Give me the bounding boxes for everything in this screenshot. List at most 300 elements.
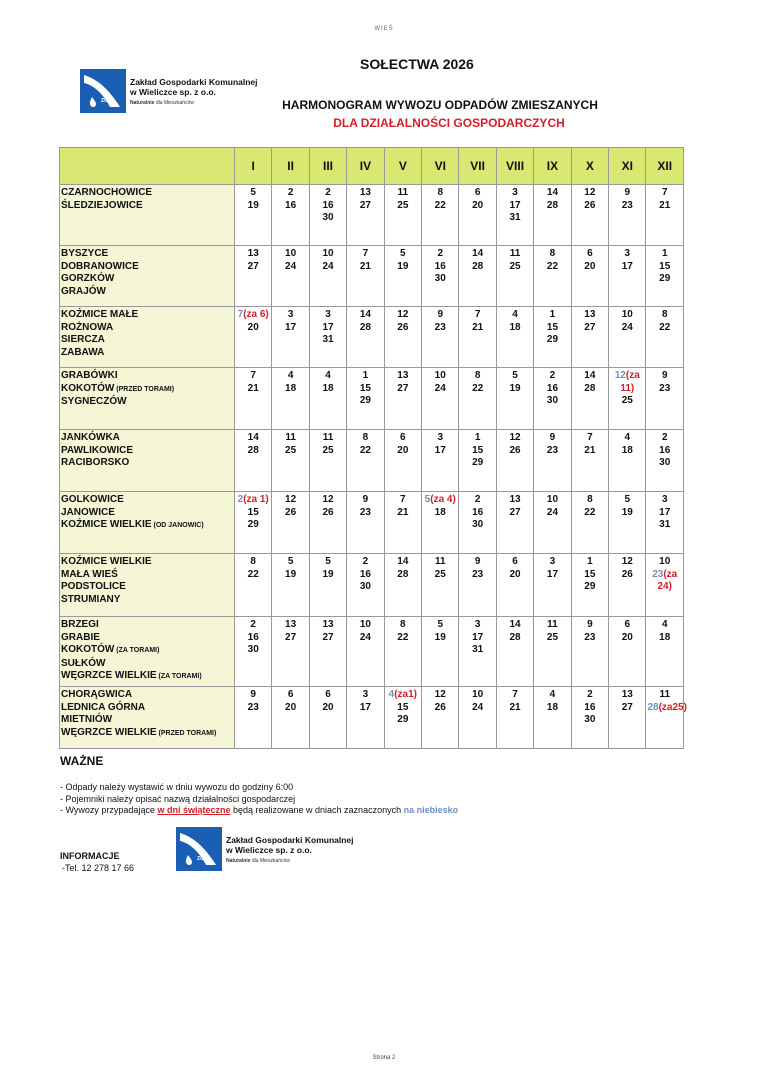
date-value: 29 (584, 581, 596, 593)
pickup-date (311, 556, 345, 569)
date-value: 16 (472, 506, 484, 518)
pickup-date (498, 309, 532, 322)
pickup-date (498, 569, 532, 582)
location-label: ROŻNOWA (61, 321, 114, 333)
date-value: 16 (322, 199, 334, 211)
subtitle-1: HARMONOGRAM WYWOZU ODPADÓW ZMIESZANYCH (282, 98, 598, 112)
date-cell (384, 185, 421, 246)
pickup-date (236, 644, 270, 657)
date-cell (534, 686, 571, 748)
date-value: 27 (285, 631, 297, 643)
pickup-date (423, 187, 457, 200)
holiday-date: 7 (237, 309, 244, 320)
pickup-date (498, 507, 532, 520)
date-value: 26 (322, 506, 334, 518)
pickup-date (647, 432, 682, 445)
date-cell (609, 246, 646, 307)
date-cell (309, 246, 346, 307)
date-value: 1 (661, 248, 668, 259)
pickup-date (348, 370, 382, 383)
logo-line-1: Zakład Gospodarki Komunalnej (130, 77, 258, 87)
pickup-date (647, 445, 682, 458)
pickup-date (573, 370, 607, 383)
pickup-date (423, 445, 457, 458)
date-value: 16 (247, 631, 259, 643)
date-cell (309, 185, 346, 246)
date-value: 26 (434, 701, 446, 713)
table-row (60, 686, 684, 748)
date-value: 15 (397, 701, 409, 713)
date-cell (235, 430, 272, 492)
pickup-date (348, 261, 382, 274)
date-value: 7 (400, 494, 406, 505)
location-label: KOŹMICE WIELKIE (61, 519, 152, 531)
date-cell (347, 368, 384, 430)
location-label: BYSZYCE (61, 248, 109, 259)
page-number: Strona 2 (372, 1055, 396, 1061)
date-value: 29 (659, 273, 671, 285)
pickup-date (311, 200, 345, 213)
pickup-date (498, 702, 532, 715)
date-value: 28 (247, 444, 259, 456)
pickup-date (273, 383, 307, 396)
pickup-date (610, 494, 644, 507)
month-header: I (235, 148, 272, 185)
pickup-date (535, 702, 569, 715)
pickup-date (460, 556, 494, 569)
date-value: 6 (474, 187, 481, 198)
date-value: 11 (322, 432, 334, 443)
pickup-date (273, 322, 307, 335)
date-value: 5 (250, 187, 256, 198)
date-value: 3 (624, 248, 631, 259)
date-value: 24 (621, 321, 633, 333)
date-value: 26 (285, 506, 297, 518)
date-cell (609, 185, 646, 246)
location-name (61, 581, 233, 594)
date-value: 2 (287, 187, 294, 198)
date-value: 9 (661, 370, 668, 381)
locations-cell (60, 368, 235, 430)
pickup-date (311, 702, 345, 715)
date-value: 7 (362, 248, 369, 259)
pickup-date (460, 507, 494, 520)
date-value: 28 (509, 631, 521, 643)
pickup-date (498, 445, 532, 458)
pickup-date (311, 619, 345, 632)
location-name (61, 644, 233, 658)
holiday-shift: (za25) (658, 701, 687, 713)
location-label: SUŁKÓW (61, 657, 106, 669)
pickup-date (386, 632, 420, 645)
date-value: 10 (546, 494, 559, 505)
month-header: VIII (496, 148, 533, 185)
pickup-date (273, 445, 307, 458)
location-name (61, 261, 233, 274)
pickup-date (535, 200, 569, 213)
date-value: 23 (584, 631, 596, 643)
pickup-date (348, 494, 382, 507)
date-cell (347, 686, 384, 748)
date-value: 29 (397, 714, 409, 726)
date-cell (646, 492, 684, 554)
date-value: 17 (659, 506, 671, 518)
date-value: 6 (512, 556, 518, 567)
date-cell (422, 368, 459, 430)
date-value: 3 (549, 556, 556, 567)
pickup-date (348, 702, 382, 715)
top-label: WIEŚ (374, 26, 394, 32)
date-value: 16 (546, 382, 559, 394)
date-cell (272, 307, 309, 368)
pickup-date (647, 556, 682, 569)
holiday-shift: (za 24) (657, 568, 678, 593)
pickup-date (311, 370, 345, 383)
pickup-date (535, 383, 569, 396)
date-value: 20 (621, 631, 633, 643)
pickup-date (535, 248, 569, 261)
pickup-date (460, 261, 494, 274)
date-cell (459, 686, 496, 748)
date-value: 18 (285, 382, 297, 394)
location-name (61, 286, 233, 299)
date-value: 9 (587, 619, 593, 630)
table-row (60, 307, 684, 368)
date-cell (571, 368, 608, 430)
pickup-date (647, 494, 682, 507)
date-value: 28 (359, 321, 371, 333)
pickup-date (236, 370, 270, 383)
date-value: 11 (434, 556, 446, 567)
pickup-date (348, 507, 382, 520)
pickup-date (348, 569, 382, 582)
pickup-date (348, 619, 382, 632)
date-value: 5 (624, 494, 631, 505)
pickup-date (236, 383, 270, 396)
date-value: 5 (512, 370, 518, 381)
pickup-date (460, 309, 494, 322)
date-value: 29 (546, 334, 559, 346)
location-name (61, 309, 233, 322)
date-cell (609, 686, 646, 748)
locations-cell (60, 307, 235, 368)
pickup-date (535, 632, 569, 645)
date-value: 13 (285, 619, 297, 630)
date-value: 27 (584, 321, 596, 333)
location-note: (ZA TORAMI) (156, 673, 202, 681)
location-label: STRUMIANY (61, 593, 121, 605)
date-cell (272, 554, 309, 617)
page-title: SOŁECTWA 2026 (360, 56, 474, 72)
holiday-shift: (za 4) (430, 494, 456, 505)
table-row (60, 492, 684, 554)
locations-cell (60, 430, 235, 492)
pickup-date (236, 309, 270, 322)
date-cell (496, 307, 533, 368)
date-value: 15 (472, 444, 484, 456)
location-name (61, 702, 233, 715)
location-name (61, 187, 233, 200)
pickup-date (573, 187, 607, 200)
date-value: 27 (359, 199, 371, 211)
date-cell (384, 430, 421, 492)
pickup-date (423, 261, 457, 274)
pickup-date (386, 556, 420, 569)
location-name (61, 632, 233, 645)
date-value: 27 (247, 260, 259, 272)
pickup-date (647, 701, 687, 715)
date-value: 2 (549, 370, 556, 381)
date-value: 22 (359, 444, 371, 456)
locations-cell (60, 617, 235, 687)
pickup-date (348, 556, 382, 569)
date-cell (571, 554, 608, 617)
note-2: - Pojemniki należy opisać nazwą działalności gospodarczej (60, 793, 296, 804)
pickup-date (460, 702, 494, 715)
date-value: 3 (362, 688, 369, 700)
date-value: 26 (621, 568, 633, 580)
location-note: (ZA TORAMI) (114, 647, 160, 655)
pickup-date (423, 702, 457, 715)
date-value: 3 (287, 309, 294, 320)
date-value: 29 (359, 395, 371, 407)
location-name (61, 594, 233, 607)
date-cell (534, 430, 571, 492)
date-value: 14 (472, 248, 484, 259)
date-value: 4 (325, 370, 331, 381)
location-label: KOKOTÓW (61, 644, 115, 656)
locations-cell (60, 686, 235, 748)
pickup-date (236, 248, 270, 261)
date-value: 13 (247, 248, 259, 259)
locations-cell (60, 554, 235, 617)
pickup-date (386, 432, 420, 445)
date-value: 1 (587, 556, 593, 567)
date-value: 21 (472, 321, 484, 333)
note-3-a: - Wywozy przypadające (60, 805, 158, 815)
date-cell (272, 492, 309, 554)
date-value: 19 (621, 506, 633, 518)
date-value: 23 (546, 444, 559, 456)
pickup-date (460, 445, 494, 458)
location-note: (PRZED TORAMI) (114, 385, 175, 393)
pickup-date (386, 322, 420, 335)
pickup-date (348, 322, 382, 335)
date-cell (609, 368, 646, 430)
date-value: 16 (285, 199, 297, 211)
pickup-date (647, 619, 682, 632)
date-cell (496, 246, 533, 307)
pickup-date (535, 395, 569, 408)
date-cell (496, 617, 533, 687)
pickup-date (348, 383, 382, 396)
pickup-date (348, 689, 382, 702)
date-value: 14 (397, 556, 409, 567)
pickup-date (535, 689, 569, 702)
date-cell (309, 492, 346, 554)
pickup-date (647, 507, 682, 520)
pickup-date (610, 395, 644, 408)
date-value: 24 (359, 631, 371, 643)
pickup-date (460, 619, 494, 632)
date-value: 25 (434, 568, 446, 580)
pickup-date (423, 689, 457, 702)
table-row (60, 246, 684, 307)
date-value: 21 (359, 260, 371, 272)
date-value: 16 (584, 701, 596, 713)
pickup-date (311, 432, 345, 445)
location-label: GRABÓWKI (61, 370, 118, 381)
date-value: 23 (434, 321, 446, 333)
date-value: 10 (285, 248, 297, 259)
date-value: 19 (434, 631, 446, 643)
location-name (61, 200, 233, 213)
pickup-date (273, 309, 307, 322)
pickup-date (573, 702, 607, 715)
date-cell (422, 307, 459, 368)
pickup-date (647, 309, 682, 322)
date-cell (309, 617, 346, 687)
date-value: 3 (474, 619, 481, 630)
pickup-date (573, 581, 607, 594)
month-header: VII (459, 148, 496, 185)
date-value: 29 (247, 519, 259, 531)
pickup-date (348, 187, 382, 200)
pickup-date (610, 445, 644, 458)
pickup-date (311, 334, 345, 347)
pickup-date (386, 370, 420, 383)
date-value: 30 (359, 581, 371, 593)
pickup-date (236, 432, 270, 445)
pickup-date (273, 370, 307, 383)
pickup-date (236, 322, 270, 335)
holiday-shift: (za 1) (243, 494, 269, 505)
holiday-date: 12 (614, 370, 626, 381)
date-value: 24 (546, 506, 559, 518)
date-value: 30 (659, 457, 671, 469)
date-cell (534, 185, 571, 246)
pickup-date (573, 383, 607, 396)
pickup-date (386, 507, 420, 520)
pickup-date (610, 569, 644, 582)
logo-tag-bold: Naturalnie (226, 858, 251, 864)
date-value: 10 (472, 688, 484, 700)
pickup-date (236, 519, 270, 532)
date-cell (534, 368, 571, 430)
locations-cell (60, 185, 235, 246)
date-value: 10 (434, 370, 446, 381)
pickup-date (311, 569, 345, 582)
pickup-date (573, 569, 607, 582)
date-cell (646, 617, 684, 687)
important-notes (60, 782, 458, 817)
date-value: 7 (512, 688, 518, 700)
location-label: SYGNECZÓW (61, 396, 127, 408)
date-value: 30 (322, 212, 334, 224)
date-value: 19 (322, 568, 334, 580)
pickup-date (311, 212, 345, 225)
date-value: 20 (472, 199, 484, 211)
date-value: 30 (584, 714, 596, 726)
date-value: 25 (322, 444, 334, 456)
pickup-date (573, 632, 607, 645)
pickup-date (460, 370, 494, 383)
date-cell (646, 185, 684, 246)
date-value: 15 (359, 382, 371, 394)
date-value: 14 (247, 432, 259, 443)
date-value: 6 (400, 432, 406, 443)
month-header: V (384, 148, 421, 185)
pickup-date (498, 689, 532, 702)
date-cell (646, 307, 684, 368)
date-cell (609, 492, 646, 554)
location-label: WĘGRZCE WIELKIE (61, 670, 157, 682)
date-value: 7 (474, 309, 481, 320)
date-cell (272, 430, 309, 492)
pickup-date (498, 261, 532, 274)
location-name (61, 556, 233, 569)
date-cell (272, 368, 309, 430)
pickup-date (311, 187, 345, 200)
pickup-date (311, 261, 345, 274)
date-value: 26 (509, 444, 521, 456)
pickup-date (610, 702, 644, 715)
info-title: INFORMACJE (60, 851, 120, 861)
month-header: II (272, 148, 309, 185)
pickup-date (647, 370, 682, 383)
location-name (61, 619, 233, 632)
pickup-date (348, 632, 382, 645)
pickup-date (647, 261, 682, 274)
pickup-date (460, 457, 494, 470)
date-value: 13 (322, 619, 334, 630)
holiday-date: 2 (237, 494, 244, 505)
table-row (60, 185, 684, 246)
date-value: 31 (322, 334, 334, 346)
date-cell (384, 368, 421, 430)
date-value: 18 (509, 321, 521, 333)
date-value: 22 (659, 321, 671, 333)
pickup-date (535, 322, 569, 335)
date-value: 16 (359, 568, 371, 580)
pickup-date (498, 383, 532, 396)
date-value: 28 (584, 382, 596, 394)
pickup-date (535, 334, 569, 347)
date-cell (422, 554, 459, 617)
date-value: 28 (397, 568, 409, 580)
location-label: CHORĄGWICA (61, 688, 133, 700)
date-cell (384, 617, 421, 687)
pickup-date (610, 632, 644, 645)
date-cell (459, 307, 496, 368)
pickup-date (236, 507, 270, 520)
month-header: IV (347, 148, 384, 185)
location-label: GRAJÓW (61, 285, 106, 297)
pickup-date (311, 322, 345, 335)
pickup-date (423, 432, 457, 445)
location-label: BRZEGI (61, 619, 99, 630)
pickup-date (610, 248, 644, 261)
pickup-date (647, 322, 682, 335)
pickup-date (535, 494, 569, 507)
date-value: 11 (547, 619, 558, 630)
date-cell (571, 185, 608, 246)
date-cell (459, 185, 496, 246)
pickup-date (386, 702, 420, 715)
logo-bottom (176, 827, 354, 871)
date-value: 24 (472, 701, 484, 713)
date-cell (309, 554, 346, 617)
